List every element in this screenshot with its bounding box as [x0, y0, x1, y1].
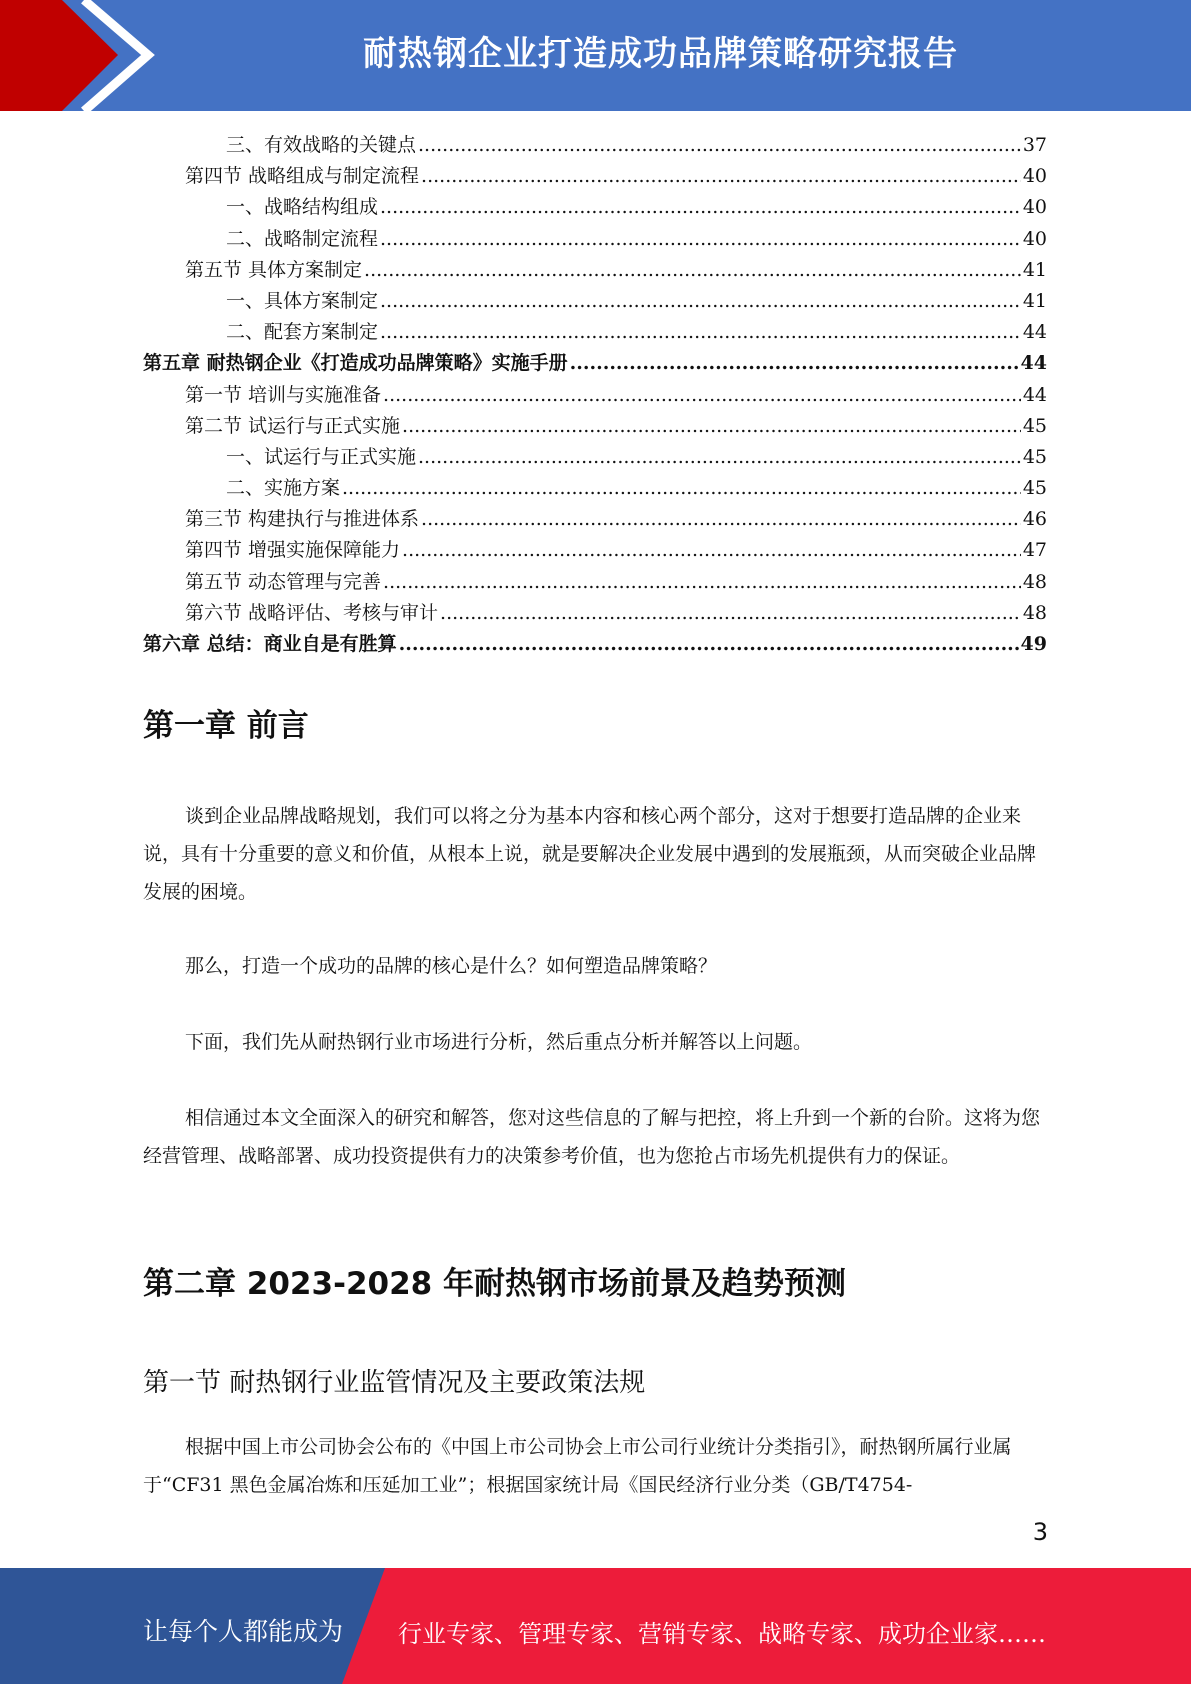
toc-entry-label: 第六节 战略评估、考核与审计 [185, 601, 439, 624]
toc-entry[interactable] [143, 411, 1047, 442]
toc-entry[interactable] [143, 317, 1047, 348]
page-footer [0, 1568, 1191, 1684]
toc-entry-page: 44 [1022, 383, 1047, 406]
report-title: 耐热钢企业打造成功品牌策略研究报告 [363, 34, 958, 74]
toc-entry[interactable] [143, 380, 1047, 411]
toc-dot-leader [383, 567, 1021, 598]
toc-entry-page: 48 [1022, 601, 1047, 624]
toc-entry-page: 45 [1022, 414, 1047, 437]
footer-slogan-left: 让每个人都能成为 [143, 1617, 344, 1646]
toc-entry-page: 40 [1022, 227, 1047, 250]
toc-entry[interactable] [143, 224, 1047, 255]
toc-dot-leader [383, 380, 1021, 411]
toc-entry[interactable] [143, 442, 1047, 473]
toc-entry-label: 一、具体方案制定 [226, 289, 379, 312]
toc-entry-page: 48 [1022, 570, 1047, 593]
toc-dot-leader [380, 317, 1021, 348]
toc-entry[interactable] [143, 629, 1047, 660]
toc-entry-page: 44 [1020, 352, 1047, 375]
toc-entry-label: 第五章 耐热钢企业《打造成功品牌策略》实施手册 [143, 352, 568, 375]
toc-dot-leader [380, 192, 1021, 223]
toc-entry-label: 第六章 总结：商业自是有胜算 [143, 633, 397, 655]
toc-dot-leader [364, 255, 1021, 286]
toc-entry[interactable] [143, 504, 1047, 535]
toc-entry[interactable] [143, 192, 1047, 223]
toc-entry-label: 一、战略结构组成 [226, 196, 379, 219]
toc-entry-label: 第五节 具体方案制定 [185, 258, 363, 281]
toc-entry-page: 45 [1022, 445, 1047, 468]
toc-entry[interactable] [143, 286, 1047, 317]
toc-entry-label: 二、战略制定流程 [226, 227, 379, 250]
toc-entry-page: 41 [1022, 289, 1047, 312]
toc-entry-label: 一、试运行与正式实施 [226, 445, 417, 468]
toc-dot-leader [380, 224, 1021, 255]
toc-entry-label: 第三节 构建执行与推进体系 [185, 508, 420, 531]
toc-entry[interactable] [143, 130, 1047, 161]
toc-entry-label: 二、配套方案制定 [226, 321, 379, 344]
toc-entry-label: 第四节 增强实施保障能力 [185, 539, 401, 562]
toc-dot-leader [380, 286, 1021, 317]
section1-paragraph: 根据中国上市公司协会公布的《中国上市公司协会上市公司行业统计分类指引》，耐热钢所属行业属于“CF31 黑色金属冶炼和压延加工业”；根据国家统计局《国民经济行业分类（GB/T4754- [143, 1436, 1012, 1496]
toc-entry-page: 37 [1022, 134, 1047, 156]
chapter1-heading: 第一章 前言 [143, 708, 309, 744]
toc-entry-page: 44 [1022, 321, 1047, 344]
toc-entry-label: 第一节 培训与实施准备 [185, 383, 382, 406]
toc-dot-leader [570, 348, 1019, 379]
toc-entry[interactable] [143, 348, 1047, 379]
page-header [0, 0, 1191, 111]
table-of-contents [143, 130, 1047, 660]
toc-entry-page: 49 [1020, 633, 1047, 655]
chapter1-paragraph-4: 相信通过本文全面深入的研究和解答，您对这些信息的了解与把控，将上升到一个新的台阶。这将为您经营管理、战略部署、成功投资提供有力的决策参考价值，也为您抢占市场先机提供有力的保证。 [143, 1107, 1041, 1167]
toc-entry-label: 二、实施方案 [226, 477, 341, 500]
toc-entry-label: 三、有效战略的关键点 [226, 134, 417, 156]
toc-entry[interactable] [143, 473, 1047, 504]
toc-entry-label: 第二节 试运行与正式实施 [185, 414, 401, 437]
toc-dot-leader [421, 504, 1021, 535]
toc-entry-page: 46 [1022, 508, 1047, 531]
toc-dot-leader [342, 473, 1021, 504]
toc-dot-leader [402, 535, 1021, 566]
toc-entry-page: 45 [1022, 477, 1047, 500]
chapter1-paragraph-2: 那么，打造一个成功的品牌的核心是什么？如何塑造品牌策略？ [185, 955, 718, 977]
toc-entry[interactable] [143, 161, 1047, 192]
toc-dot-leader [421, 161, 1021, 192]
toc-entry-page: 40 [1022, 196, 1047, 219]
toc-dot-leader [399, 629, 1019, 660]
toc-entry[interactable] [143, 535, 1047, 566]
toc-dot-leader [440, 598, 1021, 629]
toc-dot-leader [418, 442, 1021, 473]
section1-heading: 第一节 耐热钢行业监管情况及主要政策法规 [143, 1368, 646, 1398]
toc-entry-label: 第五节 动态管理与完善 [185, 570, 382, 593]
toc-entry-page: 41 [1022, 258, 1047, 281]
chapter1-paragraph-3: 下面，我们先从耐热钢行业市场进行分析，然后重点分析并解答以上问题。 [185, 1031, 813, 1053]
toc-dot-leader [418, 130, 1021, 161]
toc-entry-label: 第四节 战略组成与制定流程 [185, 165, 420, 188]
toc-entry[interactable] [143, 598, 1047, 629]
page-number: 3 [1032, 1518, 1048, 1546]
chapter2-heading: 第二章 2023-2028 年耐热钢市场前景及趋势预测 [143, 1266, 847, 1302]
toc-entry-page: 47 [1022, 539, 1047, 562]
chapter1-paragraph-1: 谈到企业品牌战略规划，我们可以将之分为基本内容和核心两个部分，这对于想要打造品牌的企业来说，具有十分重要的意义和价值，从根本上说，就是要解决企业发展中遇到的发展瓶颈，从而突破企业品牌发展的困境。 [143, 805, 1037, 903]
toc-entry[interactable] [143, 255, 1047, 286]
toc-entry-page: 40 [1022, 165, 1047, 188]
toc-entry[interactable] [143, 567, 1047, 598]
footer-slogan-right: 行业专家、管理专家、营销专家、战略专家、成功企业家…… [398, 1620, 1046, 1648]
toc-dot-leader [402, 411, 1021, 442]
